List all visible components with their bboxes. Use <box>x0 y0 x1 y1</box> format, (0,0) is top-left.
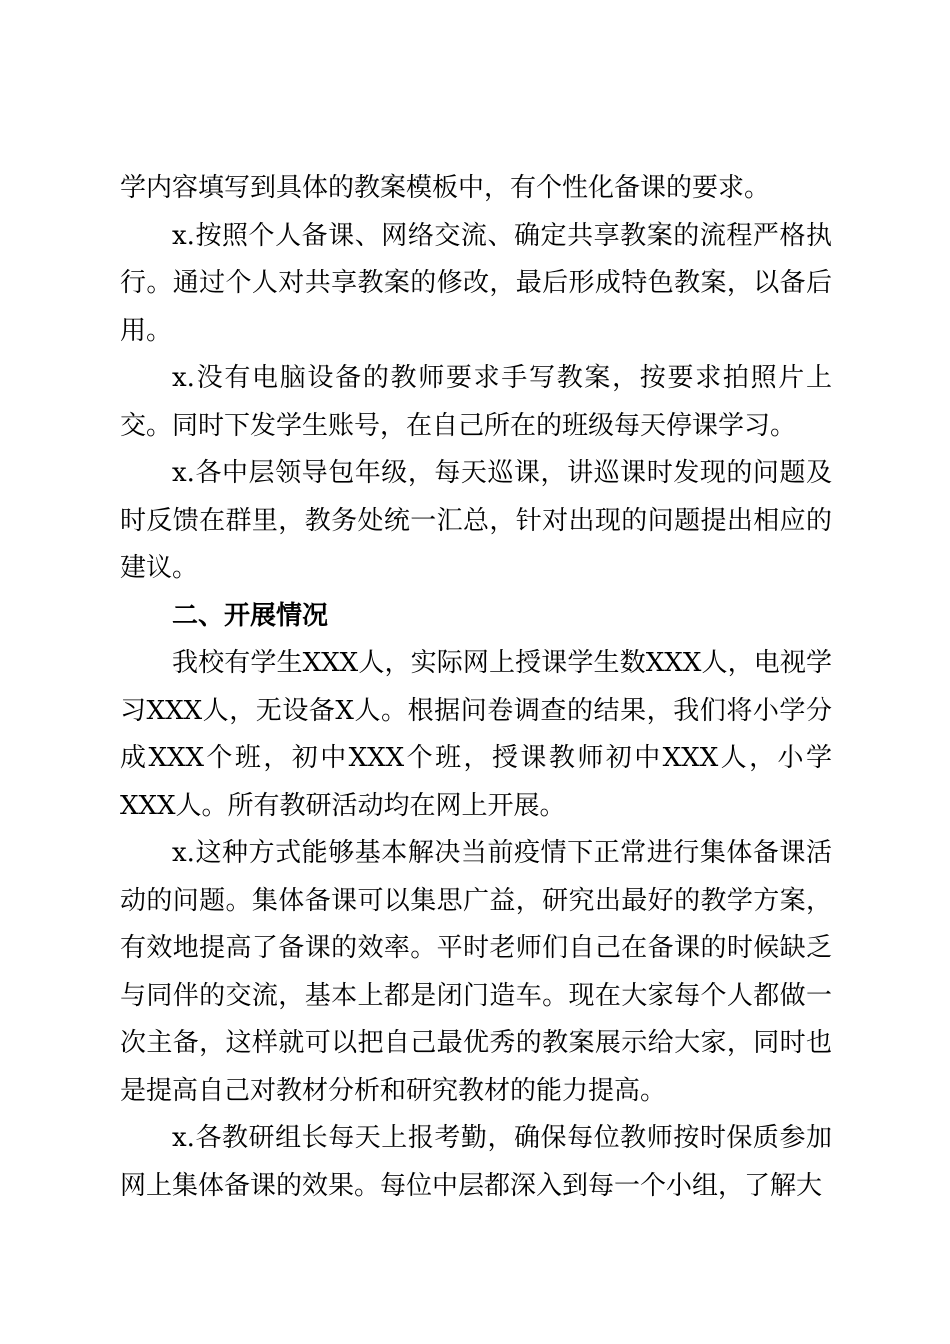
list-item-handwritten-plans: x.没有电脑设备的教师要求手写教案，按要求拍照片上交。同时下发学生账号，在自己所在的班级每天停课学习。 <box>120 363 832 441</box>
list-item-collective-prep: x.这种方式能够基本解决当前疫情下正常进行集体备课活动的问题。集体备课可以集思广益，研究出最好的教学方案，有效地提高了备课的效率。平时老师们自己在备课的时候缺乏与同伴的交流，基本上都是闭门造车。现在大家每个人都做一次主备，这样就可以把自己最优秀的教案展示给大家，同时也是提高自己对教材分析和研究教材的能力提高。 <box>120 838 832 1106</box>
list-item-class-inspection: x.各中层领导包年级，每天巡课，讲巡课时发现的问题及时反馈在群里，教务处统一汇总，针对出现的问题提出相应的建议。 <box>120 458 832 583</box>
list-item-personal-prep: x.按照个人备课、网络交流、确定共享教案的流程严格执行。通过个人对共享教案的修改，最后形成特色教案，以备后用。 <box>120 220 832 346</box>
document-body <box>120 165 832 1210</box>
paragraph-continuation: 学内容填写到具体的教案模板中，有个性化备课的要求。 <box>120 173 771 203</box>
section-heading: 二、开展情况 <box>172 600 329 631</box>
paragraph-school-stats: 我校有学生XXX人，实际网上授课学生数XXX人，电视学习XXX人，无设备X人。根据问卷调查的结果，我们将小学分成XXX个班，初中XXX个班，授课教师初中XXX人，小学XXX人。所有教研活动均在网上开展。 <box>120 648 832 821</box>
list-item-attendance: x.各教研组长每天上报考勤，确保每位教师按时保质参加网上集体备课的效果。每位中层都深入到每一个小组，了解大 <box>120 1123 832 1201</box>
